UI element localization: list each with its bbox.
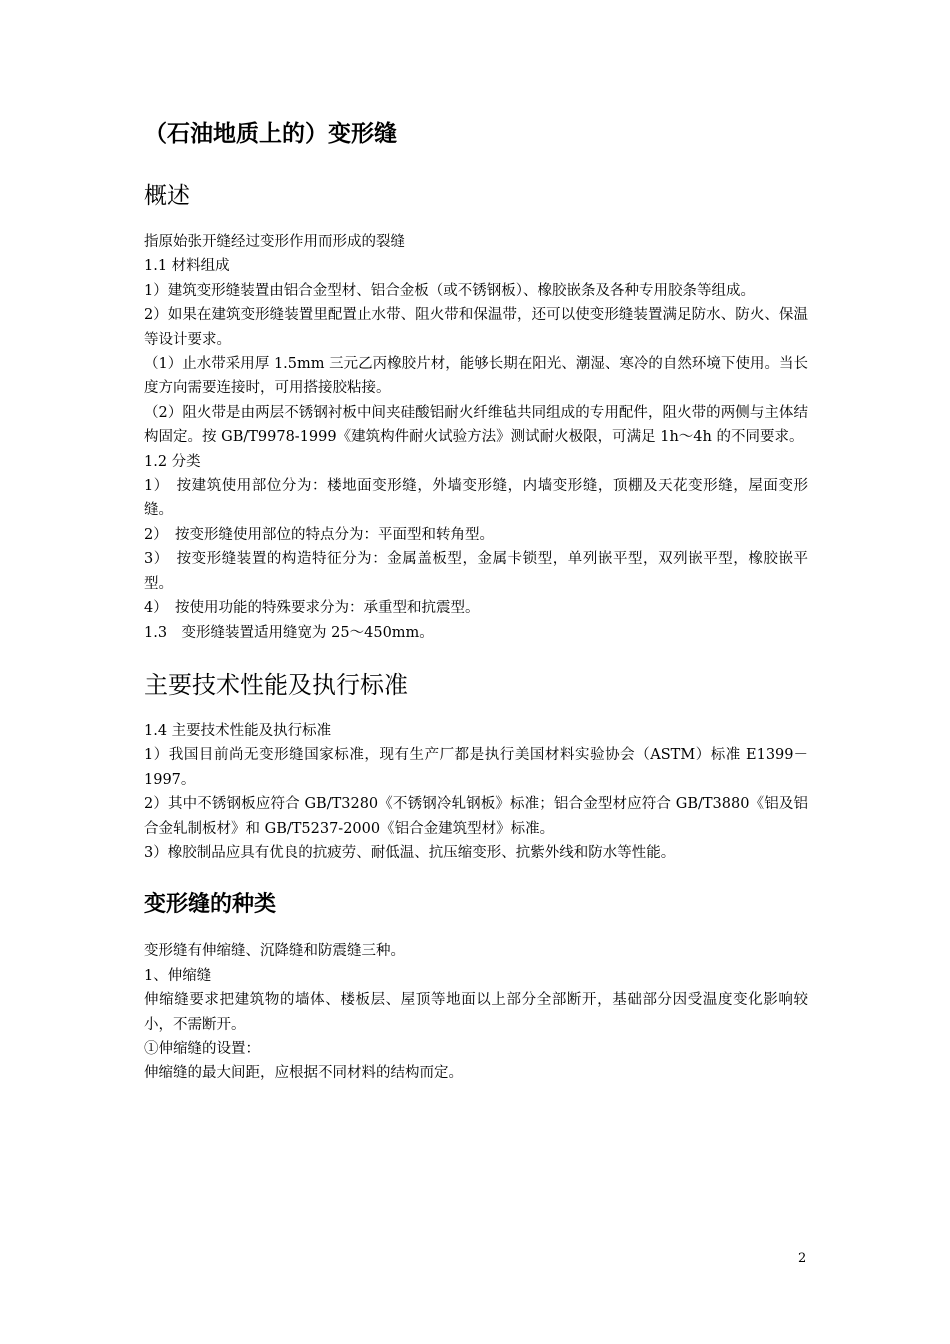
paragraph: 1.2 分类 bbox=[144, 453, 201, 470]
paragraph: 4） 按使用功能的特殊要求分为：承重型和抗震型。 bbox=[144, 600, 480, 617]
paragraph: 2） 按变形缝使用部位的特点分为：平面型和转角型。 bbox=[144, 526, 494, 543]
paragraph: 1） 按建筑使用部位分为：楼地面变形缝，外墙变形缝，内墙变形缝，顶棚及天花变形缝，屋面变形缝。 bbox=[144, 478, 808, 519]
paragraph: 1.4 主要技术性能及执行标准 bbox=[144, 722, 332, 739]
paragraph: 2）如果在建筑变形缝装置里配置止水带、阻火带和保温带，还可以使变形缝装置满足防水、防火、保温等设计要求。 bbox=[144, 307, 808, 348]
paragraph: 1.1 材料组成 bbox=[144, 258, 230, 275]
paragraph: 3）橡胶制品应具有优良的抗疲劳、耐低温、抗压缩变形、抗紫外线和防水等性能。 bbox=[144, 844, 676, 861]
section-heading-types: 变形缝的种类 bbox=[144, 892, 277, 918]
page-number: 2 bbox=[798, 1251, 807, 1266]
section-body-overview bbox=[144, 230, 808, 645]
paragraph: （2）阻火带是由两层不锈钢衬板中间夹硅酸铝耐火纤维毡共同组成的专用配件，阻火带的两侧与主体结构固定。按 GB/T9978-1999《建筑构件耐火试验方法》测试耐火极限，可满足 1h～4h 的不同要求。 bbox=[144, 404, 808, 446]
section-heading-standards: 主要技术性能及执行标准 bbox=[144, 670, 408, 699]
section-body-standards bbox=[144, 719, 808, 865]
section-heading-overview: 概述 bbox=[144, 183, 190, 209]
paragraph: 变形缝有伸缩缝、沉降缝和防震缝三种。 bbox=[144, 943, 405, 960]
section-body-types bbox=[144, 939, 808, 1085]
document-page bbox=[144, 112, 808, 1086]
paragraph: 伸缩缝的最大间距，应根据不同材料的结构而定。 bbox=[144, 1065, 463, 1082]
paragraph: 3） 按变形缝装置的构造特征分为：金属盖板型，金属卡锁型，单列嵌平型，双列嵌平型，橡胶嵌平型。 bbox=[144, 551, 808, 592]
paragraph: 1）建筑变形缝装置由铝合金型材、铝合金板（或不锈钢板）、橡胶嵌条及各种专用胶条等组成。 bbox=[144, 282, 755, 299]
paragraph: 1、伸缩缝 bbox=[144, 967, 212, 984]
paragraph: 2）其中不锈钢板应符合 GB/T3280《不锈钢冷轧钢板》标准；铝合金型材应符合 GB/T3880《铝及铝合金轧制板材》和 GB/T5237-2000《铝合金建筑型材》标准。 bbox=[144, 796, 808, 837]
paragraph: ①伸缩缝的设置： bbox=[144, 1040, 260, 1057]
paragraph: 1）我国目前尚无变形缝国家标准，现有生产厂都是执行美国材料实验协会（ASTM）标准 E1399－1997。 bbox=[144, 747, 808, 788]
paragraph: （1）止水带采用厚 1.5mm 三元乙丙橡胶片材，能够长期在阳光、潮湿、寒冷的自然环境下使用。当长度方向需要连接时，可用搭接胶粘接。 bbox=[144, 356, 808, 397]
paragraph: 指原始张开缝经过变形作用而形成的裂缝 bbox=[144, 234, 405, 250]
paragraph: 伸缩缝要求把建筑物的墙体、楼板层、屋顶等地面以上部分全部断开，基础部分因受温度变化影响较小，不需断开。 bbox=[144, 992, 808, 1033]
document-title: （石油地质上的）变形缝 bbox=[144, 121, 397, 147]
paragraph: 1.3 变形缝装置适用缝宽为 25～450mm。 bbox=[144, 624, 434, 641]
